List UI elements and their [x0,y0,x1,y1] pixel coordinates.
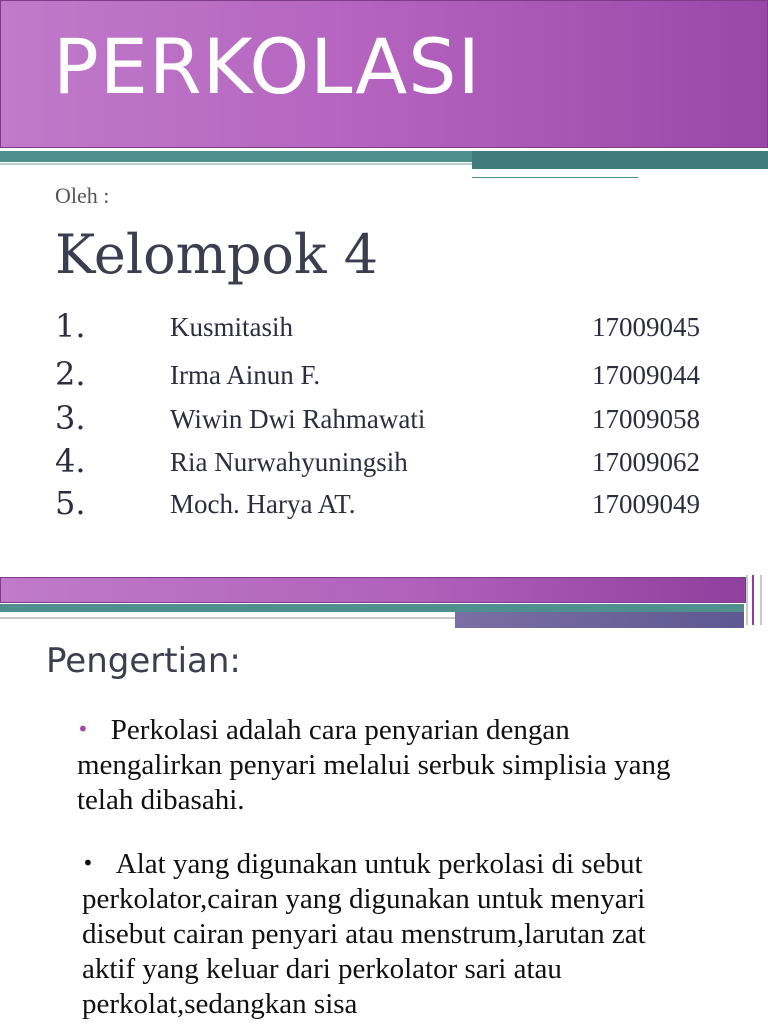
member-name: Ria Nurwahyuningsih [170,447,408,477]
group-title: Kelompok 4 [55,223,379,286]
member-id: 17009062 [592,447,700,477]
member-id: 17009049 [592,489,700,519]
header-band [0,577,746,603]
member-row [0,484,768,527]
divider-line-accent [472,177,638,178]
edge-line [746,575,748,625]
teal-divider [0,604,744,612]
member-name: Kusmitasih [170,312,294,342]
member-id: 17009058 [592,404,700,434]
member-name: Moch. Harya AT. [170,489,356,519]
edge-line [752,575,754,625]
member-name: Wiwin Dwi Rahmawati [170,404,426,434]
purple-accent-bar [455,612,744,628]
divider-line [0,617,455,619]
member-number: 4. [55,442,86,480]
paragraph-text: Alat yang digunakan untuk perkolasi di sebut perkolator,cairan yang digunakan untuk menyari disebut cairan penyari atau menstrum,larutan zat aktif yang keluar dari perkolator sari atau perkolat,sedangkan sisa [82,848,646,1020]
member-id: 17009045 [592,312,700,342]
member-name: Irma Ainun F. [170,360,321,390]
member-row [0,442,768,485]
bullet-paragraph [82,846,682,1022]
paragraph-text: Perkolasi adalah cara penyarian dengan mengalirkan penyari melalui serbuk simplisia yang telah dibasahi. [77,714,671,816]
member-row [0,399,768,442]
edge-line [760,575,762,625]
member-number: 2. [55,355,86,393]
divider-line [0,163,472,165]
section-heading: Pengertian: [46,641,241,681]
bullet-icon: • [77,717,89,741]
title-band [0,0,768,148]
by-label: Oleh : [55,183,110,208]
member-number: 5. [55,484,86,522]
member-row [0,355,768,398]
member-id: 17009044 [592,360,700,390]
bullet-paragraph [77,712,717,818]
member-number: 1. [55,307,86,345]
member-number: 3. [55,399,86,437]
teal-divider-accent [472,151,768,169]
slide-2 [0,575,768,1024]
member-row [0,307,768,350]
slide-title: PERKOLASI [53,22,481,111]
bullet-icon: • [82,851,94,875]
